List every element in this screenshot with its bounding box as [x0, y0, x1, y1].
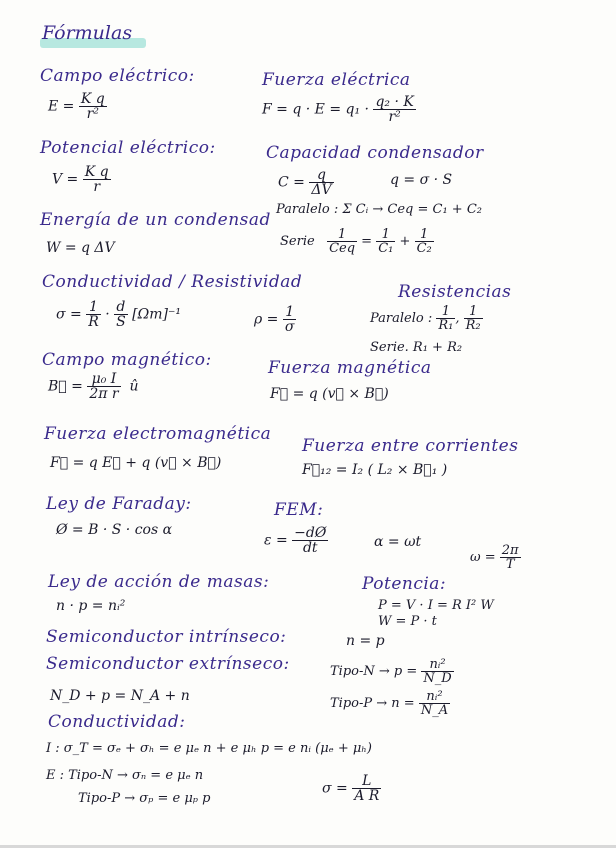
heading-resistencias: Resistencias — [398, 282, 512, 302]
heading-conductividad: Conductividad: — [48, 712, 186, 732]
heading-fuerza-magnetica: Fuerza magnética — [268, 358, 432, 378]
formula-fuerza-magnetica: F⃗ = q (v⃗ × B⃗) — [270, 386, 389, 402]
formula-semiconductor-intrinseco: n = p — [346, 633, 385, 649]
heading-accion-masas: Ley de acción de masas: — [48, 572, 270, 592]
formula-fem-alpha: α = ωt — [374, 534, 422, 550]
formula-tipo-p: Tipo-P → n = $\frac{\text{nᵢ²}}{N\_A}$ — [330, 689, 449, 718]
formula-energia-condensador: W = q ΔV — [46, 240, 115, 256]
formula-fem: ε = $\frac{-dØ}{dt}$ — [264, 525, 327, 556]
formula-condensador-paralelo: Paralelo : Σ Cᵢ → Ceq = C₁ + C₂ — [276, 202, 482, 217]
formula-neutralidad: N_D + p = N_A + n — [50, 688, 190, 704]
heading-fem: FEM: — [274, 500, 324, 520]
formula-conductividad: σ = $\frac{1}{R}$ · $\frac{d}{S}$ [Ωm]⁻¹ — [56, 299, 181, 330]
heading-potencial-electrico: Potencial eléctrico: — [40, 138, 216, 158]
formula-accion-masas: n · p = nᵢ² — [56, 598, 126, 614]
formula-fuerza-electrica: F = q · E = q₁ · $\frac{\text{q₂ · K}}{\text{r²}}$ — [262, 94, 414, 125]
heading-fuerza-electromagnetica: Fuerza electromagnética — [44, 424, 272, 444]
formula-carga-superficial: q = σ · S — [390, 172, 453, 188]
formula-fuerza-corrientes: F⃗₁₂ = I₂ ( L₂ × B⃗₁ ) — [302, 462, 448, 478]
formula-fuerza-electromagnetica: F⃗ = q E⃗ + q (v⃗ × B⃗) — [50, 455, 222, 471]
formula-condensador-serie: Serie $\frac{1}{\text{Ceq}}$ = $\frac{1}{\text{C₁}}$ + $\frac{1}{\text{C₂}}$ — [280, 227, 432, 256]
heading-capacidad-condensador: Capacidad condensador — [266, 143, 484, 163]
heading-fuerza-electrica: Fuerza eléctrica — [262, 70, 411, 90]
formula-campo-electrico: E = $\frac{\text{K q}}{\text{r²}}$ — [48, 91, 105, 122]
heading-fuerza-corrientes: Fuerza entre corrientes — [302, 436, 519, 456]
heading-semiconductor-extrinseco: Semiconductor extrínseco: — [46, 654, 290, 674]
formula-potencial-electrico: V = $\frac{\text{K q}}{r}$ — [52, 164, 109, 195]
heading-conductividad-resistividad: Conductividad / Resistividad — [42, 272, 303, 292]
heading-potencia: Potencia: — [362, 574, 447, 594]
formula-conductividad-tipo-n: E : Tipo-N → σₙ = e μₑ n — [46, 768, 204, 783]
formula-capacidad: C = $\frac{q}{\Delta V}$ — [278, 167, 332, 198]
page-title: Fórmulas — [42, 22, 133, 44]
formula-potencia: P = V · I = R I² W — [378, 598, 494, 613]
heading-ley-faraday: Ley de Faraday: — [46, 494, 192, 514]
heading-campo-magnetico: Campo magnético: — [42, 350, 212, 370]
heading-campo-electrico: Campo eléctrico: — [40, 66, 195, 86]
formula-conductividad-geometrica: σ = $\frac{L}{\text{A R}}$ — [322, 773, 380, 804]
heading-energia-condensador: Energía de un condensad — [40, 210, 271, 230]
formula-resistencias-paralelo: Paralelo : $\frac{1}{\text{R₁}}$ , $\frac{1}{\text{R₂}}$ — [370, 304, 481, 333]
formula-trabajo: W = P · t — [378, 614, 437, 629]
formula-resistencias-serie: Serie. R₁ + R₂ — [370, 340, 463, 355]
formula-campo-magnetico: B⃗ = $\frac{\text{μ₀ I}}{\text{2π r}}$ û — [48, 371, 139, 402]
formula-ley-faraday: Ø = B · S · cos α — [56, 522, 173, 538]
formula-conductividad-tipo-p: Tipo-P → σₚ = e μₚ p — [78, 791, 211, 806]
formula-conductividad-intrinseca: I : σ_T = σₑ + σₕ = e μₑ n + e μₕ p = e nᵢ (μₑ + μₕ) — [46, 741, 372, 756]
formula-tipo-n: Tipo-N → p = $\frac{\text{nᵢ²}}{N\_D}$ — [330, 657, 452, 686]
heading-semiconductor-intrinseco: Semiconductor intrínseco: — [46, 627, 287, 647]
formula-fem-omega: ω = $\frac{2\pi}{T}$ — [470, 543, 519, 572]
formula-resistividad: ρ = $\frac{1}{\sigma}$ — [254, 304, 295, 335]
